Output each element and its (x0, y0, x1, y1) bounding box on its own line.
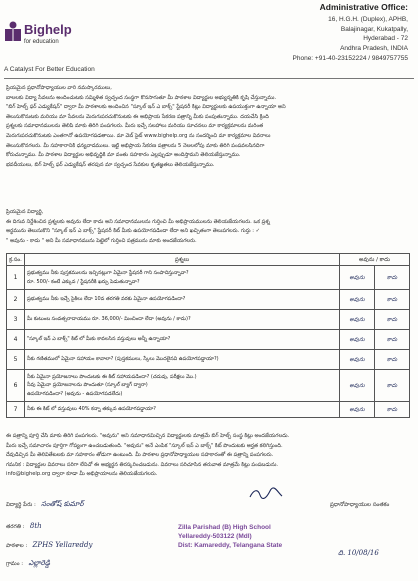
instruction-line: ప్రియమైన విద్యార్థి, (6, 209, 44, 215)
class-value[interactable]: 8th (29, 522, 42, 530)
col-header-answer: అవును / కాదు (340, 254, 410, 266)
headmaster-signature-label: ప్రధానోపాధ్యాయుల సంతకం (330, 502, 390, 508)
office-address-block (248, 2, 408, 62)
student-name-row (6, 500, 84, 510)
intro-line: భవదీయులు, బిగ్ హెల్ప్ ఫర్ ఎడ్యుకేషన్ తరపున మా స్వచ్ఛంద సేవకుల కృతజ్ఞతలు తెలియజేస్తున్నాము. (6, 161, 215, 168)
question-line: నీవు ఏమైనా ప్రయోజనాలను పొందుతూ (స్కూల్ బ్యాగ్ ద్వారా) (27, 382, 148, 389)
school-stamp (178, 523, 282, 550)
tagline: A Catalyst For Better Education (4, 66, 95, 73)
answer-yes[interactable]: అవును (340, 290, 375, 310)
answer-no[interactable]: కాదు (375, 370, 410, 402)
col-header-number: క్ర.సం. (7, 254, 25, 266)
closing-line: info@bighelp.org ద్వారా కూడా మీ అభిప్రాయాలను తెలియజేయగలరు. (6, 471, 158, 478)
intro-line: కోరుచున్నాము. మీ పాఠశాల విద్యార్థుల అభివృద్ధికి మా వంతు సహకారం ఎల్లప్పుడూ అందిస్తామని తెలియజేస్తున్నాము. (6, 152, 241, 159)
student-name-label: విద్యార్థి పేరు : (6, 502, 36, 508)
student-instructions (6, 208, 412, 246)
answer-no[interactable]: కాదు (375, 350, 410, 370)
question-text (25, 290, 340, 310)
answer-no[interactable]: కాదు (375, 330, 410, 350)
intro-line: తెలుసుకొనుటకు మరియు మా సేవలను మెరుగుపరచుకొనుటకు ఈ అభిప్రాయ సేకరణ పత్రాన్ని మీకు పంపుతున్నాము. దయచేసి క్రింది (6, 113, 269, 120)
date-value: ది. 10/08/16 (338, 549, 379, 557)
school-value[interactable]: ZPHS Yellareddy (32, 541, 93, 549)
intro-line: ప్రియమైన ప్రధానోపాధ్యాయుల వారి నమస్కారములు, (6, 85, 112, 91)
table-row (7, 266, 410, 290)
question-text (25, 402, 340, 418)
instruction-line: అర్థమును తెలుసుకొని "స్కూల్ ఇన్ ఎ బాక్స్" స్టేషనరీ కిట్ మీకు ఉపయోగపడిందా లేదా అని ఖచ్చితంగా తెలుపగలరు. గుర్తు : ✓ (6, 228, 260, 235)
office-title: Administrative Office: (319, 2, 408, 12)
question-text (25, 350, 340, 370)
address-line: 16, H.G.H. (Duplex), APHB, (328, 16, 408, 23)
brand-subtitle: for education (24, 39, 59, 45)
address-line: Balajinagar, Kukatpally, (340, 25, 408, 33)
instruction-line: " అవును - కాదు " అని మీ సమాధానమును పెట్టెలో గుర్తించి పత్రమును మాకు అందజేయగలరు. (6, 237, 197, 244)
closing-line: గమనిక : విద్యార్థుల వివరాలు సరిగా లేనిచో ఈ అభ్యర్థన తిరస్కరించబడును. వివరాలు సరిచూసిన తరువాత మాత్రమే కిట్లు పంపబడును. (6, 461, 279, 468)
question-line: నీకు ఈ కిట్ లో వస్తువులు 40% కన్నా తక్కువ ఉపయోగపడ్డాయా? (27, 406, 156, 413)
question-number: 5 (7, 350, 25, 370)
question-number: 1 (7, 266, 25, 290)
question-line: ప్రభుత్వము నీకు పుస్తకములను ఇచ్చినట్లుగా ఏమైనా స్టేషనరీ గాని సంపాదిస్తున్నావా? (27, 270, 189, 276)
village-row (6, 559, 50, 569)
table-row (7, 330, 410, 350)
table-row (7, 350, 410, 370)
answer-yes[interactable]: అవును (340, 370, 375, 402)
answer-yes[interactable]: అవును (340, 330, 375, 350)
table-row (7, 310, 410, 330)
intro-line: "బిగ్ హెల్ప్ ఫర్ ఎడ్యుకేషన్" ద్వారా మీ పాఠశాలకు అందించిన "స్కూల్ ఇన్ ఎ బాక్స్" స్టేషనరీ కిట్లు విద్యార్థులకు ఉపయుక్తంగా ఉన్నాయా అని (6, 104, 286, 111)
address-line: Hyderabad - 72 (363, 35, 408, 42)
intro-line: బాలలకు విద్యా సేవలను అందించుటకు సమ్మిళిత స్వచ్ఛంద సంస్థగా కొనసాగుతూ మీ పాఠశాల విద్యార్థుల అభ్యున్నతికి కృషి చేస్తున్నాము. (6, 94, 277, 101)
closing-line: ఈ పత్రాన్ని పూర్తి చేసి మాకు తిరిగి పంపగలరు. "అవును" అని సమాధానమిచ్చిన విద్యార్థులకు మాత్రమే బిగ్ హెల్ప్ సంస్థ కిట్లు అందజేయగలదు. (6, 433, 290, 439)
address-line: Andhra Pradesh, INDIA (340, 44, 408, 52)
closing-paragraph (6, 432, 412, 480)
signature-scribble-icon (248, 487, 284, 501)
questionnaire-table (6, 253, 410, 418)
question-text (25, 266, 340, 290)
answer-yes[interactable]: అవును (340, 402, 375, 418)
village-label: గ్రామం : (6, 561, 24, 567)
table-row (7, 290, 410, 310)
header-divider (4, 78, 414, 79)
school-row (6, 541, 92, 550)
class-label: తరగతి : (6, 524, 25, 530)
brand-name: Bighelp (24, 22, 72, 37)
closing-line: మీరు ఇచ్చే సమాచారం పూర్తిగా గోప్యంగా ఉంచబడుతుంది. "అవును" అనే ఎంపిక "స్కూల్ ఇన్ ఎ బాక్స్" కిట్ పొందుటకు అర్హత కలిగిస్తుంది. (6, 442, 283, 449)
closing-line: దేవుడిచ్చిన మీ తెలివితేటలకు మా సహకారం తోడుగా ఉంటుంది. మీ పాఠశాల ప్రధానోపాధ్యాయుల సహకారంతో ఈ పత్రాన్ని పంపగలరు. (6, 452, 274, 459)
stamp-line: Dist: Kamareddy, Telangana State (178, 542, 283, 549)
answer-no[interactable]: కాదు (375, 402, 410, 418)
question-text (25, 310, 340, 330)
question-line: "స్కూల్ ఇన్ ఎ బాక్స్" కిట్ లో మీకు కావలసిన వస్తువులు అన్నీ ఉన్నాయా? (27, 336, 171, 343)
stamp-line: Zilla Parishad (B) High School (178, 524, 271, 531)
question-number: 2 (7, 290, 25, 310)
question-text (25, 330, 340, 350)
table-row (7, 402, 410, 418)
intro-paragraph (6, 84, 412, 170)
intro-line: మెరుగుపరచుకొనుటకు ఎంతగానో ఉపయోగపడతాయి. మా వెబ్ సైట్ www.bighelp.org ను సందర్శించి మా కార్యక్రమాల వివరాలు (6, 132, 271, 139)
question-text (25, 370, 340, 402)
question-line: రూ. 500/- కంటే ఎక్కువ / స్టేషనరీకి ఖర్చు పెడుతున్నావా? (27, 278, 140, 285)
answer-yes[interactable]: అవును (340, 310, 375, 330)
table-header-row (7, 254, 410, 266)
office-phone: Phone: +91-40-23152224 / 9849757755 (292, 55, 408, 62)
answer-yes[interactable]: అవును (340, 350, 375, 370)
question-number: 3 (7, 310, 25, 330)
table-row (7, 370, 410, 402)
intro-line: ప్రశ్నలకు సమాధానములను తెలిపి మాకు తిరిగి పంపగలరు. మీరు ఇచ్చే సలహాలు మరియు సూచనలు మా కార్యక్రమాలను మరింత (6, 123, 264, 130)
question-number: 4 (7, 330, 25, 350)
answer-no[interactable]: కాదు (375, 310, 410, 330)
school-label: పాఠశాల : (6, 543, 28, 549)
question-number: 7 (7, 402, 25, 418)
answer-no[interactable]: కాదు (375, 290, 410, 310)
answer-yes[interactable]: అవును (340, 266, 375, 290)
question-line: నీకు ఏమైనా ప్రయోజనాలు పొందుటకు ఈ కిట్ సహాయపడిందా? (చదువు, పరీక్షలు మొ.) (27, 373, 197, 380)
question-line: మీ కుటుంబ సంవత్సరాదాయము రూ. 36,000/- మించిందా లేదా (అవును / కాదు)? (27, 316, 191, 323)
village-value[interactable]: ఎల్లారెడ్డి (28, 559, 50, 567)
student-name-value[interactable]: సంతోష్ కుమార్ (41, 500, 84, 508)
question-line: ప్రభుత్వము నీకు ఇచ్చే సైకిలు లేదా 10వ తరగతి వరకు ఏమైనా ఉపయోగపడిందా? (27, 296, 186, 303)
instruction-line: ఈ దిగువ నిర్దేశించిన ప్రశ్నలకు అవును లేదా కాదు అని సమాధానములను గుర్తించి మీ అభిప్రాయములను తెలియజేయగలరు. ఒక ప్రశ్న (6, 218, 270, 225)
answer-no[interactable]: కాదు (375, 266, 410, 290)
class-row (6, 522, 42, 531)
question-line: నీకు గణితములో ఏమైనా సహాయం కావాలా? (పుస్తకములు, స్కేలు మొదలైనవి ఉపయోగపడ్డాయా?) (27, 356, 219, 363)
question-line: ఉపయోగపడిందా? (అవును - ఉపయోగపడలేదు) (27, 390, 123, 397)
col-header-question: ప్రశ్నలు (25, 254, 340, 266)
intro-line: తెలుసుకొనగలరు. మీ సహకారానికి ధన్యవాదములు. ఇట్టి అభిప్రాయ సేకరణ పత్రాలను 5 నెలలలోపు మాకు తిరిగి పంపవలసినదిగా (6, 142, 265, 149)
question-number: 6 (7, 370, 25, 402)
bighelp-logo (4, 14, 72, 54)
stamp-line: Yellareddy-503122 (Mdl) (178, 533, 252, 540)
book-person-logo-icon (4, 20, 22, 42)
